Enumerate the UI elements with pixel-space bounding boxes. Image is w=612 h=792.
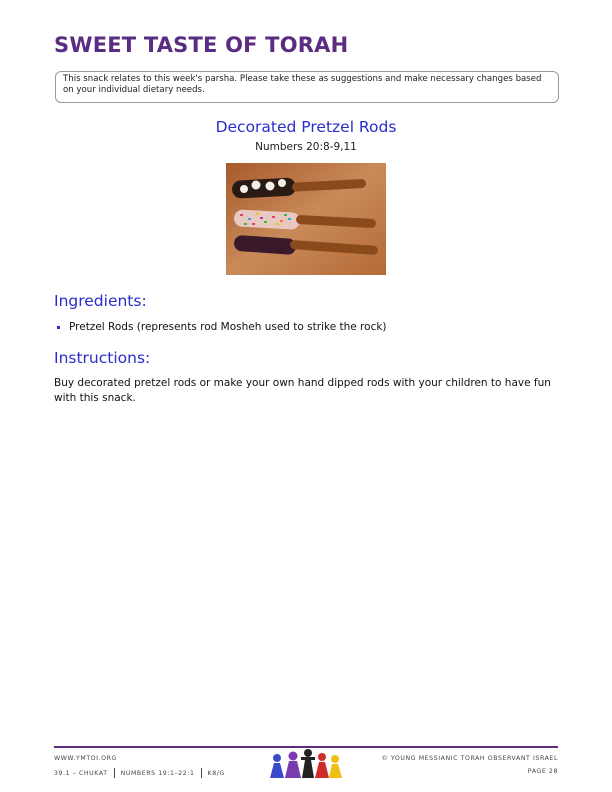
children-logo-icon <box>268 748 344 780</box>
ingredients-heading: Ingredients: <box>54 292 147 310</box>
footer-portion-info <box>54 768 225 778</box>
footer-copyright: © YOUNG MESSIANIC TORAH OBSERVANT ISRAEL <box>381 755 558 762</box>
footer-page-number: PAGE 28 <box>527 768 558 775</box>
bullet-icon <box>57 326 60 329</box>
footer-verses: NUMBERS 19:1–22:1 <box>120 769 195 777</box>
footer-separator <box>114 768 115 778</box>
page-title: SWEET TASTE OF TORAH <box>54 33 349 57</box>
instructions-text: Buy decorated pretzel rods or make your own hand dipped rods with your children to have fun with this snack. <box>54 377 551 404</box>
instructions-heading: Instructions: <box>54 349 151 367</box>
pretzel-rods-photo <box>226 163 386 275</box>
recipe-title: Decorated Pretzel Rods <box>215 118 397 136</box>
ingredient-text: Pretzel Rods (represents rod Mosheh used to strike the rock) <box>69 321 387 333</box>
ingredients-list <box>55 321 387 333</box>
footer-level: K8/G <box>207 769 225 777</box>
dietary-note: This snack relates to this week's parsha. Please take these as suggestions and make necessary changes based on your individual dietary needs. <box>55 71 559 103</box>
footer-separator <box>201 768 202 778</box>
footer-website[interactable]: WWW.YMTOI.ORG <box>54 755 117 762</box>
footer-portion: 39.1 – CHUKAT <box>54 769 108 777</box>
recipe-reference: Numbers 20:8-9,11 <box>255 141 357 153</box>
list-item <box>55 321 387 333</box>
